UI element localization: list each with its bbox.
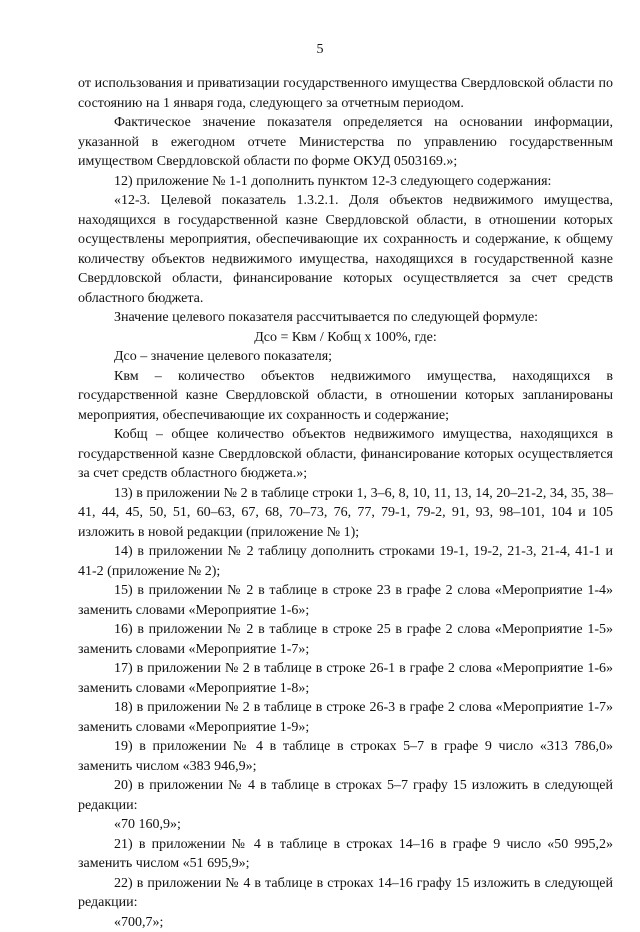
paragraph: 21) в приложении № 4 в таблице в строках 14–16 в графе 9 число «50 995,2» заменить числом «51 695,9»; (78, 835, 613, 874)
paragraph: 18) в приложении № 2 в таблице в строке 26-3 в графе 2 слова «Мероприятие 1-7» заменить словами «Мероприятие 1-9»; (78, 698, 613, 737)
paragraph: 20) в приложении № 4 в таблице в строках 5–7 графу 15 изложить в следующей редакции: (78, 776, 613, 815)
paragraph: «700,7»; (78, 913, 613, 932)
paragraph: от использования и приватизации государственного имущества Свердловской области по состоянию на 1 января года, следующего за отчетным периодом. (78, 74, 613, 113)
paragraph: 12) приложение № 1-1 дополнить пунктом 12-3 следующего содержания: (78, 172, 613, 192)
paragraph: Значение целевого показателя рассчитывается по следующей формуле: (78, 308, 613, 328)
paragraph: Дсо – значение целевого показателя; (78, 347, 613, 367)
paragraph: 14) в приложении № 2 таблицу дополнить строками 19-1, 19-2, 21-3, 21-4, 41-1 и 41-2 (приложение № 2); (78, 542, 613, 581)
paragraph: Фактическое значение показателя определяется на основании информации, указанной в ежегодном отчете Министерства по управлению государственным имуществом Свердловской области по форме ОКУД 0503169.»; (78, 113, 613, 172)
paragraph: 16) в приложении № 2 в таблице в строке 25 в графе 2 слова «Мероприятие 1-5» заменить словами «Мероприятие 1-7»; (78, 620, 613, 659)
document-body (78, 74, 613, 932)
paragraph: 22) в приложении № 4 в таблице в строках 14–16 графу 15 изложить в следующей редакции: (78, 874, 613, 913)
page-number: 5 (0, 40, 640, 60)
paragraph: 13) в приложении № 2 в таблице строки 1, 3–6, 8, 10, 11, 13, 14, 20–21-2, 34, 35, 38–41, 44, 45, 50, 51, 60–63, 67, 68, 70–73, 76, 77, 79-1, 79-2, 91, 93, 98–101, 104 и 105 изложить в новой редакции (приложение № 1); (78, 484, 613, 543)
formula-line: Дсо = Квм / Кобщ x 100%, где: (78, 328, 613, 348)
paragraph: «12-3. Целевой показатель 1.3.2.1. Доля объектов недвижимого имущества, находящихся в государственной казне Свердловской области, в отношении которых осуществлены мероприятия, обеспечивающие их сохранность и содержание, к общему количеству объектов недвижимого имущества, находящихся в государственной казне Свердловской области, финансирование которых осуществляется за счет средств областного бюджета. (78, 191, 613, 308)
paragraph: 15) в приложении № 2 в таблице в строке 23 в графе 2 слова «Мероприятие 1-4» заменить словами «Мероприятие 1-6»; (78, 581, 613, 620)
paragraph: Кобщ – общее количество объектов недвижимого имущества, находящихся в государственной казне Свердловской области, финансирование которых осуществляется за счет средств областного бюджета.»; (78, 425, 613, 484)
paragraph: 19) в приложении № 4 в таблице в строках 5–7 в графе 9 число «313 786,0» заменить числом «383 946,9»; (78, 737, 613, 776)
paragraph: 17) в приложении № 2 в таблице в строке 26-1 в графе 2 слова «Мероприятие 1-6» заменить словами «Мероприятие 1-8»; (78, 659, 613, 698)
paragraph: Квм – количество объектов недвижимого имущества, находящихся в государственной казне Свердловской области, в отношении которых запланированы мероприятия, обеспечивающие их сохранность и содержание; (78, 367, 613, 426)
paragraph: «70 160,9»; (78, 815, 613, 835)
